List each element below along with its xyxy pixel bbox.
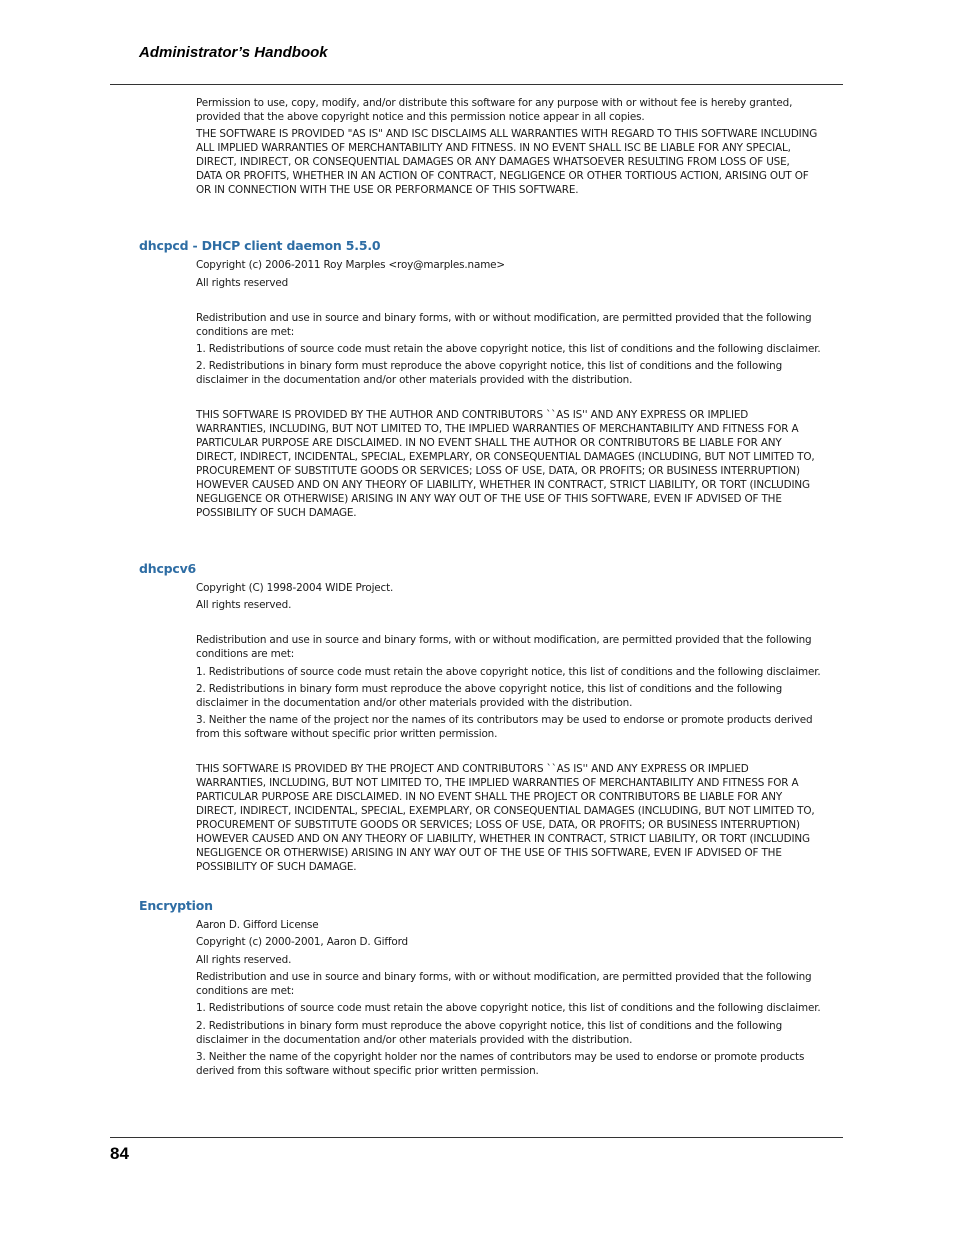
intro-warranty-paragraph: THE SOFTWARE IS PROVIDED "AS IS" AND ISC DISCLAIMS ALL WARRANTIES WITH REGARD TO THIS SOFTWARE INCLUDING ALL IMPLIED WARRANTIES OF MERCHANTABILITY AND FITNESS. IN NO EVENT SHALL ISC BE LIABLE FOR ANY SPECIAL, DIRECT, INDIRECT, OR CONSEQUENTIAL DAMAGES OR ANY DAMAGES WHATSOEVER RESULTING FROM LOSS OF USE, DATA OR PROFITS, WHETHER IN AN ACTION OF CONTRACT, NEGLIGENCE OR OTHER TORTIOUS ACTION, ARISING OUT OF OR IN CONNECTION WITH THE USE OR PERFORMANCE OF THIS SOFTWARE.	[196, 128, 818, 196]
encryption-condition-3: 3. Neither the name of the copyright holder nor the names of contributors may be used to endorse or promote products derived from this software without specific prior written permission.	[196, 1051, 805, 1077]
encryption-redistribution: Redistribution and use in source and binary forms, with or without modification, are permitted provided that the following conditions are met:	[196, 971, 812, 997]
encryption-license-name: Aaron D. Gifford License	[196, 919, 319, 931]
encryption-condition-1: 1. Redistributions of source code must retain the above copyright notice, this list of conditions and the following disclaimer.	[196, 1002, 821, 1014]
section-heading-encryption: Encryption	[139, 898, 213, 913]
dhcpcv6-condition-1: 1. Redistributions of source code must retain the above copyright notice, this list of conditions and the following disclaimer.	[196, 666, 821, 678]
running-header-title: Administrator’s Handbook	[139, 44, 328, 61]
encryption-rights: All rights reserved.	[196, 954, 292, 966]
dhcpcv6-redistribution: Redistribution and use in source and binary forms, with or without modification, are permitted provided that the following conditions are met:	[196, 634, 812, 660]
footer-rule	[110, 1137, 843, 1138]
encryption-copyright: Copyright (c) 2000-2001, Aaron D. Gifford	[196, 936, 408, 948]
dhcpcd-rights: All rights reserved	[196, 277, 289, 289]
dhcpcd-condition-1: 1. Redistributions of source code must retain the above copyright notice, this list of conditions and the following disclaimer.	[196, 343, 821, 355]
section-heading-dhcpcv6: dhcpcv6	[139, 561, 197, 576]
dhcpcd-disclaimer: THIS SOFTWARE IS PROVIDED BY THE AUTHOR AND CONTRIBUTORS ``AS IS'' AND ANY EXPRESS OR IMPLIED WARRANTIES, INCLUDING, BUT NOT LIMITED TO, THE IMPLIED WARRANTIES OF MERCHANTABILITY AND FITNESS FOR A PARTICULAR PURPOSE ARE DISCLAIMED. IN NO EVENT SHALL THE AUTHOR OR CONTRIBUTORS BE LIABLE FOR ANY DIRECT, INDIRECT, INCIDENTAL, SPECIAL, EXEMPLARY, OR CONSEQUENTIAL DAMAGES (INCLUDING, BUT NOT LIMITED TO, PROCUREMENT OF SUBSTITUTE GOODS OR SERVICES; LOSS OF USE, DATA, OR PROFITS; OR BUSINESS INTERRUPTION) HOWEVER CAUSED AND ON ANY THEORY OF LIABILITY, WHETHER IN CONTRACT, STRICT LIABILITY, OR TORT (INCLUDING NEGLIGENCE OR OTHERWISE) ARISING IN ANY WAY OUT OF THE USE OF THIS SOFTWARE, EVEN IF ADVISED OF THE POSSIBILITY OF SUCH DAMAGE.	[196, 409, 815, 519]
dhcpcd-copyright: Copyright (c) 2006-2011 Roy Marples <roy@marples.name>	[196, 259, 505, 271]
intro-permission-paragraph: Permission to use, copy, modify, and/or distribute this software for any purpose with or without fee is hereby granted, provided that the above copyright notice and this permission notice appear in all copies.	[196, 97, 793, 123]
dhcpcv6-rights: All rights reserved.	[196, 599, 292, 611]
dhcpcv6-copyright: Copyright (C) 1998-2004 WIDE Project.	[196, 582, 394, 594]
page-number: 84	[110, 1144, 129, 1163]
section-heading-dhcpcd: dhcpcd - DHCP client daemon 5.5.0	[139, 238, 381, 253]
header-rule	[110, 84, 843, 85]
dhcpcv6-condition-3: 3. Neither the name of the project nor the names of its contributors may be used to endorse or promote products derived from this software without specific prior written permission.	[196, 714, 813, 740]
dhcpcv6-disclaimer: THIS SOFTWARE IS PROVIDED BY THE PROJECT AND CONTRIBUTORS ``AS IS'' AND ANY EXPRESS OR IMPLIED WARRANTIES, INCLUDING, BUT NOT LIMITED TO, THE IMPLIED WARRANTIES OF MERCHANTABILITY AND FITNESS FOR A PARTICULAR PURPOSE ARE DISCLAIMED. IN NO EVENT SHALL THE PROJECT OR CONTRIBUTORS BE LIABLE FOR ANY DIRECT, INDIRECT, INCIDENTAL, SPECIAL, EXEMPLARY, OR CONSEQUENTIAL DAMAGES (INCLUDING, BUT NOT LIMITED TO, PROCUREMENT OF SUBSTITUTE GOODS OR SERVICES; LOSS OF USE, DATA, OR PROFITS; OR BUSINESS INTERRUPTION) HOWEVER CAUSED AND ON ANY THEORY OF LIABILITY, WHETHER IN CONTRACT, STRICT LIABILITY, OR TORT (INCLUDING NEGLIGENCE OR OTHERWISE) ARISING IN ANY WAY OUT OF THE USE OF THIS SOFTWARE, EVEN IF ADVISED OF THE POSSIBILITY OF SUCH DAMAGE.	[196, 763, 815, 873]
dhcpcd-condition-2: 2. Redistributions in binary form must reproduce the above copyright notice, this list of conditions and the following disclaimer in the documentation and/or other materials provided with the distribution.	[196, 360, 783, 386]
dhcpcv6-condition-2: 2. Redistributions in binary form must reproduce the above copyright notice, this list of conditions and the following disclaimer in the documentation and/or other materials provided with the distribution.	[196, 683, 783, 709]
encryption-condition-2: 2. Redistributions in binary form must reproduce the above copyright notice, this list of conditions and the following disclaimer in the documentation and/or other materials provided with the distribution.	[196, 1020, 783, 1046]
dhcpcd-redistribution: Redistribution and use in source and binary forms, with or without modification, are permitted provided that the following conditions are met:	[196, 312, 812, 338]
